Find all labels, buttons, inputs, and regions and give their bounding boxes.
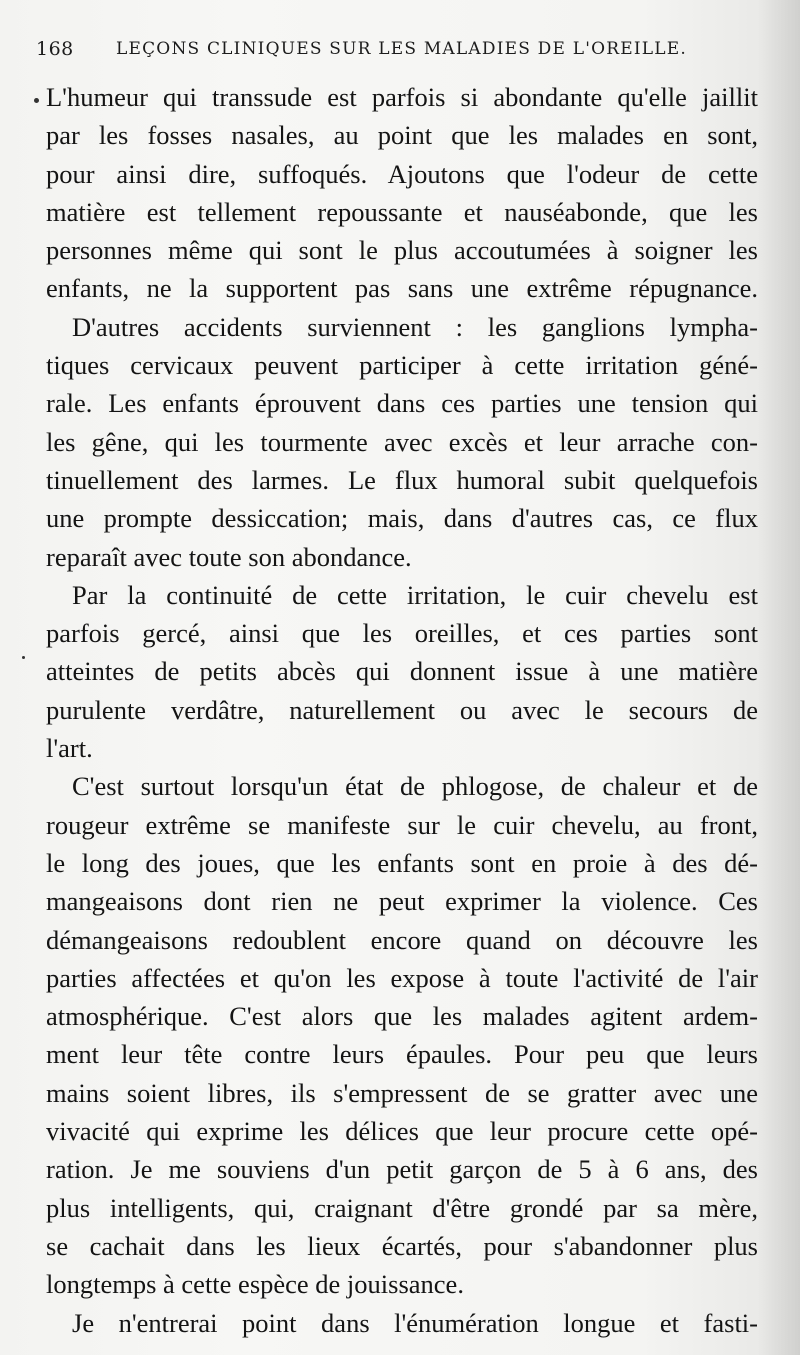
text-line: pour ainsi dire, suffoqués. Ajoutons que l'odeur de cette xyxy=(46,158,758,189)
text-line: Par la continuité de cette irritation, le cuir chevelu est xyxy=(72,579,758,610)
text-line: D'autres accidents surviennent : les ganglions lympha- xyxy=(72,311,758,342)
page-gutter-shadow xyxy=(758,0,800,1355)
text-line: purulente verdâtre, naturellement ou avec le secours de xyxy=(46,694,758,725)
text-line: mains soient libres, ils s'empressent de se gratter avec une xyxy=(46,1077,758,1108)
text-line: atteintes de petits abcès qui donnent issue à une matière xyxy=(46,656,758,687)
text-line: atmosphérique. C'est alors que les malades agitent ardem- xyxy=(46,1001,758,1032)
text-line: rougeur extrême se manifeste sur le cuir chevelu, au front, xyxy=(46,809,758,840)
text-line: tinuellement des larmes. Le flux humoral subit quelquefois xyxy=(46,464,758,495)
text-line: L'humeur qui transsude est parfois si abondante qu'elle jaillit xyxy=(46,82,758,112)
text-line: une prompte dessiccation; mais, dans d'autres cas, ce flux xyxy=(46,503,758,534)
text-line: ration. Je me souviens d'un petit garçon de 5 à 6 ans, des xyxy=(46,1154,758,1185)
running-head: LEÇONS CLINIQUES SUR LES MALADIES DE L'OREILLE. xyxy=(116,39,687,59)
text-line: parties affectées et qu'on les expose à toute l'activité de l'air xyxy=(46,962,758,993)
text-line: par les fosses nasales, au point que les malades en sont, xyxy=(46,120,758,151)
text-line: matière est tellement repoussante et nauséabonde, que les xyxy=(46,196,758,227)
text-line: longtemps à cette espèce de jouissance. xyxy=(46,1269,464,1300)
text-line: C'est surtout lorsqu'un état de phlogose, de chaleur et de xyxy=(72,771,758,802)
page-header xyxy=(36,38,756,68)
text-line: le long des joues, que les enfants sont en proie à des dé- xyxy=(46,847,758,878)
text-line: enfants, ne la supportent pas sans une extrême répugnance. xyxy=(46,273,758,304)
text-line: se cachait dans les lieux écartés, pour s'abandonner plus xyxy=(46,1230,758,1261)
text-line: parfois gercé, ainsi que les oreilles, et ces parties sont xyxy=(46,618,758,649)
text-line: démangeaisons redoublent encore quand on découvre les xyxy=(46,924,758,955)
print-speck xyxy=(22,656,25,659)
text-line: Je n'entrerai point dans l'énumération longue et fasti- xyxy=(72,1307,758,1338)
body-text xyxy=(46,78,758,1342)
print-speck xyxy=(34,98,39,103)
text-line: l'art. xyxy=(46,733,93,764)
text-line: tiques cervicaux peuvent participer à cette irritation géné- xyxy=(46,350,758,381)
text-line: mangeaisons dont rien ne peut exprimer la violence. Ces xyxy=(46,886,758,917)
text-line: vivacité qui exprime les délices que leur procure cette opé- xyxy=(46,1116,758,1147)
page-number: 168 xyxy=(36,38,74,60)
text-line: reparaît avec toute son abondance. xyxy=(46,541,412,572)
text-line: rale. Les enfants éprouvent dans ces parties une tension qui xyxy=(46,388,758,419)
text-line: les gêne, qui les tourmente avec excès et leur arrache con- xyxy=(46,426,758,457)
text-line: ment leur tête contre leurs épaules. Pour peu que leurs xyxy=(46,1039,758,1070)
text-line: personnes même qui sont le plus accoutumées à soigner les xyxy=(46,235,758,266)
text-line: plus intelligents, qui, craignant d'être grondé par sa mère, xyxy=(46,1192,758,1223)
